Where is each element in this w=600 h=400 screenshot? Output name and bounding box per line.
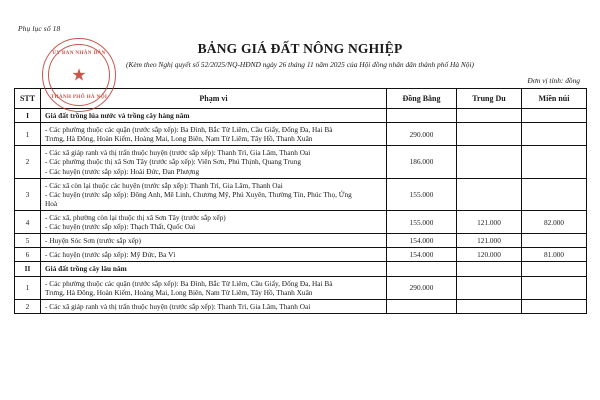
row-stt: 2 bbox=[15, 146, 41, 178]
row-scope-line: Giá đất trồng lúa nước và trồng cây hàng năm bbox=[45, 111, 190, 120]
row-dong-bang bbox=[387, 109, 457, 123]
table-row bbox=[15, 262, 587, 276]
row-scope bbox=[41, 109, 387, 123]
row-scope-line: - Các huyện (trước sắp xếp): Thạch Thất, Quốc Oai bbox=[45, 222, 196, 232]
row-mien-nui bbox=[522, 146, 587, 178]
row-trung-du: 121.000 bbox=[457, 210, 522, 233]
row-stt: II bbox=[15, 262, 41, 276]
row-mien-nui: 81.000 bbox=[522, 248, 587, 262]
row-scope-line: - Các huyện (trước sắp xếp): Đông Anh, Mê Linh, Chương Mỹ, Phú Xuyên, Thường Tín, Phúc Thọ, Ứng bbox=[45, 189, 352, 199]
price-table bbox=[14, 88, 587, 314]
row-scope bbox=[41, 248, 387, 262]
row-dong-bang: 186.000 bbox=[387, 146, 457, 178]
page-subtitle: (Kèm theo Nghị quyết số 52/2025/NQ-HĐND ngày 26 tháng 11 năm 2025 của Hội đồng nhân dân thành phố Hà Nội) bbox=[125, 60, 475, 69]
row-scope-line: Trưng, Hà Đông, Hoàn Kiếm, Hoàng Mai, Long Biên, Nam Từ Liêm, Tây Hồ, Thanh Xuân bbox=[45, 134, 313, 144]
row-scope-line: - Các xã giáp ranh và thị trấn thuộc huyện (trước sắp xếp): Thanh Trì, Gia Lâm, Thanh Oai bbox=[45, 301, 311, 311]
page-title: BẢNG GIÁ ĐẤT NÔNG NGHIỆP bbox=[197, 41, 403, 56]
row-scope-line: Trưng, Hà Đông, Hoàn Kiếm, Hoàng Mai, Long Biên, Nam Từ Liêm, Tây Hồ, Thanh Xuân bbox=[45, 287, 313, 297]
row-mien-nui bbox=[522, 123, 587, 146]
row-dong-bang: 290.000 bbox=[387, 276, 457, 299]
row-scope-line: - Các huyện (trước sắp xếp): Hoài Đức, Đan Phượng bbox=[45, 166, 200, 176]
row-scope-line: - Huyện Sóc Sơn (trước sắp xếp) bbox=[45, 236, 141, 246]
row-stt: 4 bbox=[15, 210, 41, 233]
official-seal-icon bbox=[42, 38, 116, 112]
row-dong-bang: 290.000 bbox=[387, 123, 457, 146]
row-trung-du bbox=[457, 146, 522, 178]
row-mien-nui bbox=[522, 234, 587, 248]
row-trung-du: 121.000 bbox=[457, 234, 522, 248]
column-header-trung-du: Trung Du bbox=[457, 89, 522, 109]
column-header-dong-bang: Đồng Bằng bbox=[387, 89, 457, 109]
column-header-mien-nui: Miền núi bbox=[522, 89, 587, 109]
row-dong-bang bbox=[387, 262, 457, 276]
row-scope bbox=[41, 146, 387, 178]
row-scope bbox=[41, 262, 387, 276]
seal-arc-bottom: THÀNH PHỐ HÀ NỘI bbox=[50, 94, 108, 100]
table-row bbox=[15, 123, 587, 146]
table-row bbox=[15, 146, 587, 178]
row-stt: 1 bbox=[15, 123, 41, 146]
table-row bbox=[15, 276, 587, 299]
row-stt: I bbox=[15, 109, 41, 123]
table-row bbox=[15, 248, 587, 262]
row-scope-line: - Các phường thuộc thị xã Sơn Tây (trước sắp xếp): Viên Sơn, Phú Thịnh, Quang Trung bbox=[45, 157, 301, 167]
row-dong-bang bbox=[387, 299, 457, 313]
row-scope bbox=[41, 234, 387, 248]
row-scope bbox=[41, 210, 387, 233]
row-scope-line: - Các phường thuộc các quận (trước sắp xếp): Ba Đình, Bắc Từ Liêm, Cầu Giấy, Đống Đa, Hai Bà bbox=[45, 278, 333, 288]
row-scope bbox=[41, 299, 387, 313]
row-stt: 1 bbox=[15, 276, 41, 299]
row-stt: 5 bbox=[15, 234, 41, 248]
table-row bbox=[15, 234, 587, 248]
row-trung-du: 120.000 bbox=[457, 248, 522, 262]
row-scope-line: - Các phường thuộc các quận (trước sắp xếp): Ba Đình, Bắc Từ Liêm, Cầu Giấy, Đống Đa, Hai Bà bbox=[45, 125, 333, 135]
column-header-stt: STT bbox=[15, 89, 41, 109]
row-scope bbox=[41, 178, 387, 210]
row-mien-nui bbox=[522, 299, 587, 313]
row-trung-du bbox=[457, 262, 522, 276]
row-dong-bang: 155.000 bbox=[387, 178, 457, 210]
row-trung-du bbox=[457, 299, 522, 313]
row-mien-nui bbox=[522, 262, 587, 276]
row-dong-bang: 154.000 bbox=[387, 234, 457, 248]
row-mien-nui bbox=[522, 276, 587, 299]
row-scope-line: Hoà bbox=[45, 198, 58, 208]
row-scope-line: - Các xã còn lại thuộc các huyện (trước sắp xếp): Thanh Trì, Gia Lâm, Thanh Oai bbox=[45, 180, 283, 190]
row-trung-du bbox=[457, 178, 522, 210]
table-body bbox=[15, 109, 587, 314]
seal-arc-top: ỦY BAN NHÂN DÂN bbox=[52, 50, 106, 56]
row-dong-bang: 154.000 bbox=[387, 248, 457, 262]
table-row bbox=[15, 178, 587, 210]
row-scope-line: Giá đất trồng cây lâu năm bbox=[45, 264, 127, 274]
row-stt: 6 bbox=[15, 248, 41, 262]
row-trung-du bbox=[457, 123, 522, 146]
row-scope bbox=[41, 123, 387, 146]
row-dong-bang: 155.000 bbox=[387, 210, 457, 233]
row-trung-du bbox=[457, 109, 522, 123]
appendix-label: Phụ lục số 18 bbox=[18, 24, 61, 33]
column-header-scope: Phạm vi bbox=[41, 89, 387, 109]
row-stt: 3 bbox=[15, 178, 41, 210]
row-mien-nui bbox=[522, 109, 587, 123]
row-scope-line: - Các xã giáp ranh và thị trấn thuộc huyện (trước sắp xếp): Thanh Trì, Gia Lâm, Thanh Oai bbox=[45, 148, 311, 158]
seal-star-icon: ★ bbox=[71, 65, 87, 85]
row-scope-line: - Các xã, phường còn lại thuộc thị xã Sơn Tây (trước sắp xếp) bbox=[45, 212, 226, 222]
table-row bbox=[15, 210, 587, 233]
row-scope bbox=[41, 276, 387, 299]
unit-note: Đơn vị tính: đồng bbox=[527, 76, 580, 85]
row-stt: 2 bbox=[15, 299, 41, 313]
row-mien-nui bbox=[522, 178, 587, 210]
row-trung-du bbox=[457, 276, 522, 299]
table-row bbox=[15, 299, 587, 313]
table-row bbox=[15, 109, 587, 123]
row-scope-line: - Các huyện (trước sắp xếp): Mỹ Đức, Ba Vì bbox=[45, 250, 176, 260]
row-mien-nui: 82.000 bbox=[522, 210, 587, 233]
